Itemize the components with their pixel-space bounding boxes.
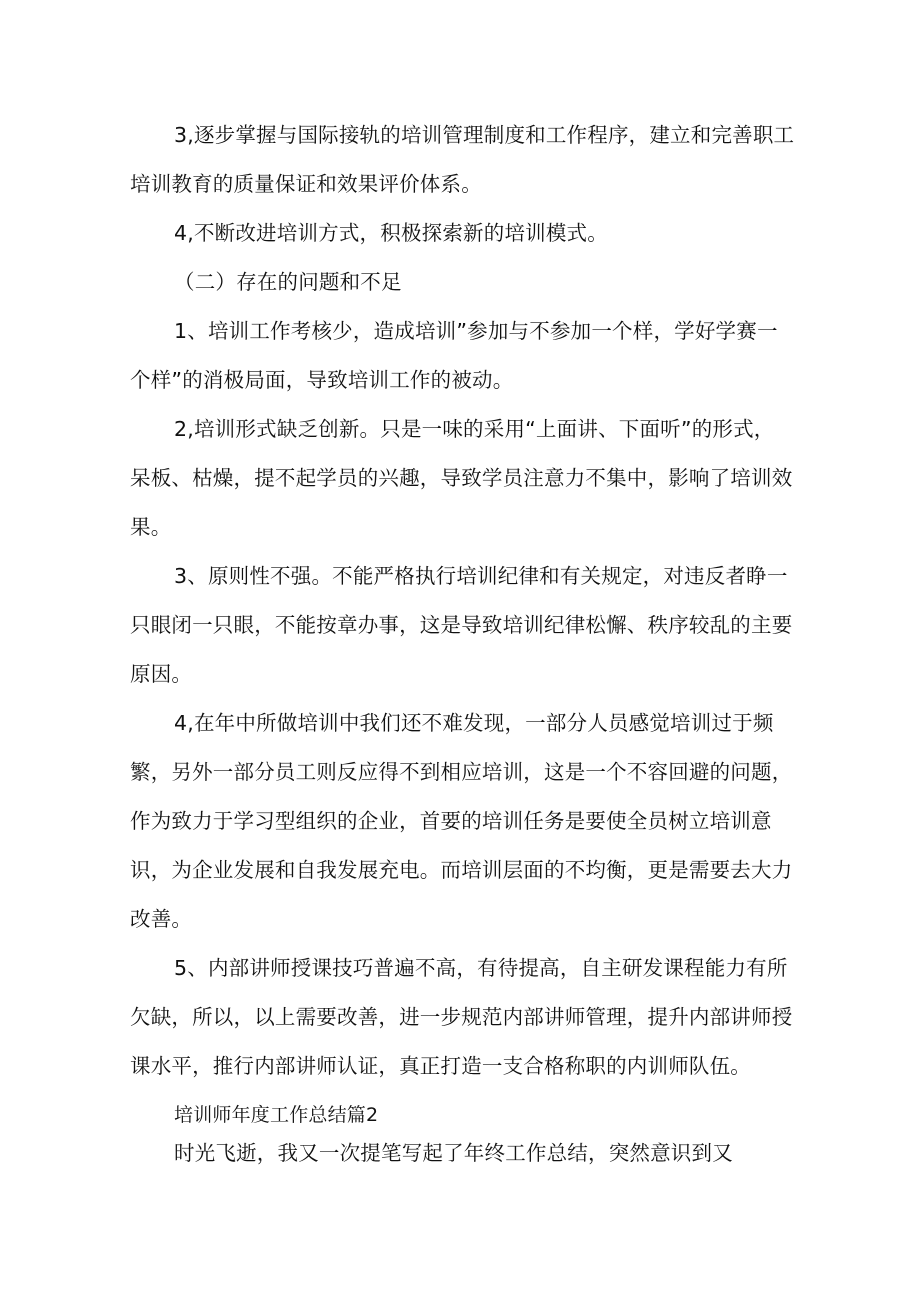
issue-1-line-1: 1、培训工作考核少，造成培训”参加与不参加一个样，学好学赛一 (174, 319, 778, 343)
issue-5-line-1: 5、内部讲师授课技巧普遍不高，有待提高，自主研发课程能力有所 (174, 956, 788, 980)
article-2-title: 培训师年度工作总结篇2 (174, 1104, 379, 1126)
issue-1-line-2: 个样”的消极局面，导致培训工作的被动。 (130, 368, 514, 392)
issue-2-line-3: 果。 (130, 515, 172, 539)
paragraph-4-line-1: 4,不断改进培训方式，积极探索新的培训模式。 (174, 221, 608, 245)
issue-2-line-2: 呆板、枯燥，提不起学员的兴趣，导致学员注意力不集中，影响了培训效 (130, 466, 793, 490)
issue-3-line-1: 3、原则性不强。不能严格执行培训纪律和有关规定，对违反者睁一 (174, 564, 788, 588)
issue-5-line-3: 课水平，推行内部讲师认证，真正打造一支合格称职的内训师队伍。 (130, 1054, 751, 1078)
issue-5-line-2: 欠缺，所以，以上需要改善，进一步规范内部讲师管理，提升内部讲师授 (130, 1005, 793, 1029)
issue-4-line-1: 4,在年中所做培训中我们还不难发现，一部分人员感觉培训过于频 (174, 711, 774, 735)
issue-4-line-2: 繁，另外一部分员工则反应得不到相应培训，这是一个不容回避的问题， (130, 760, 793, 784)
issue-4-line-3: 作为致力于学习型组织的企业，首要的培训任务是要使全员树立培训意 (130, 809, 772, 833)
issue-4-line-4: 识，为企业发展和自我发展充电。而培训层面的不均衡，更是需要去大力 (130, 858, 793, 882)
section-heading-issues: （二）存在的问题和不足 (174, 270, 402, 294)
issue-3-line-3: 原因。 (130, 662, 193, 686)
paragraph-3-line-2: 培训教育的质量保证和效果评价体系。 (130, 172, 482, 196)
issue-4-line-5: 改善。 (130, 907, 193, 931)
issue-2-line-1: 2,培训形式缺乏创新。只是一味的采用“上面讲、下面听”的形式， (174, 417, 775, 441)
issue-3-line-2: 只眼闭一只眼，不能按章办事，这是导致培训纪律松懈、秩序较乱的主要 (130, 613, 793, 637)
paragraph-3-line-1: 3,逐步掌握与国际接轨的培训管理制度和工作程序，建立和完善职工 (174, 123, 795, 147)
article-2-paragraph-1-line-1: 时光飞逝，我又一次提笔写起了年终工作总结，突然意识到又 (174, 1141, 733, 1165)
